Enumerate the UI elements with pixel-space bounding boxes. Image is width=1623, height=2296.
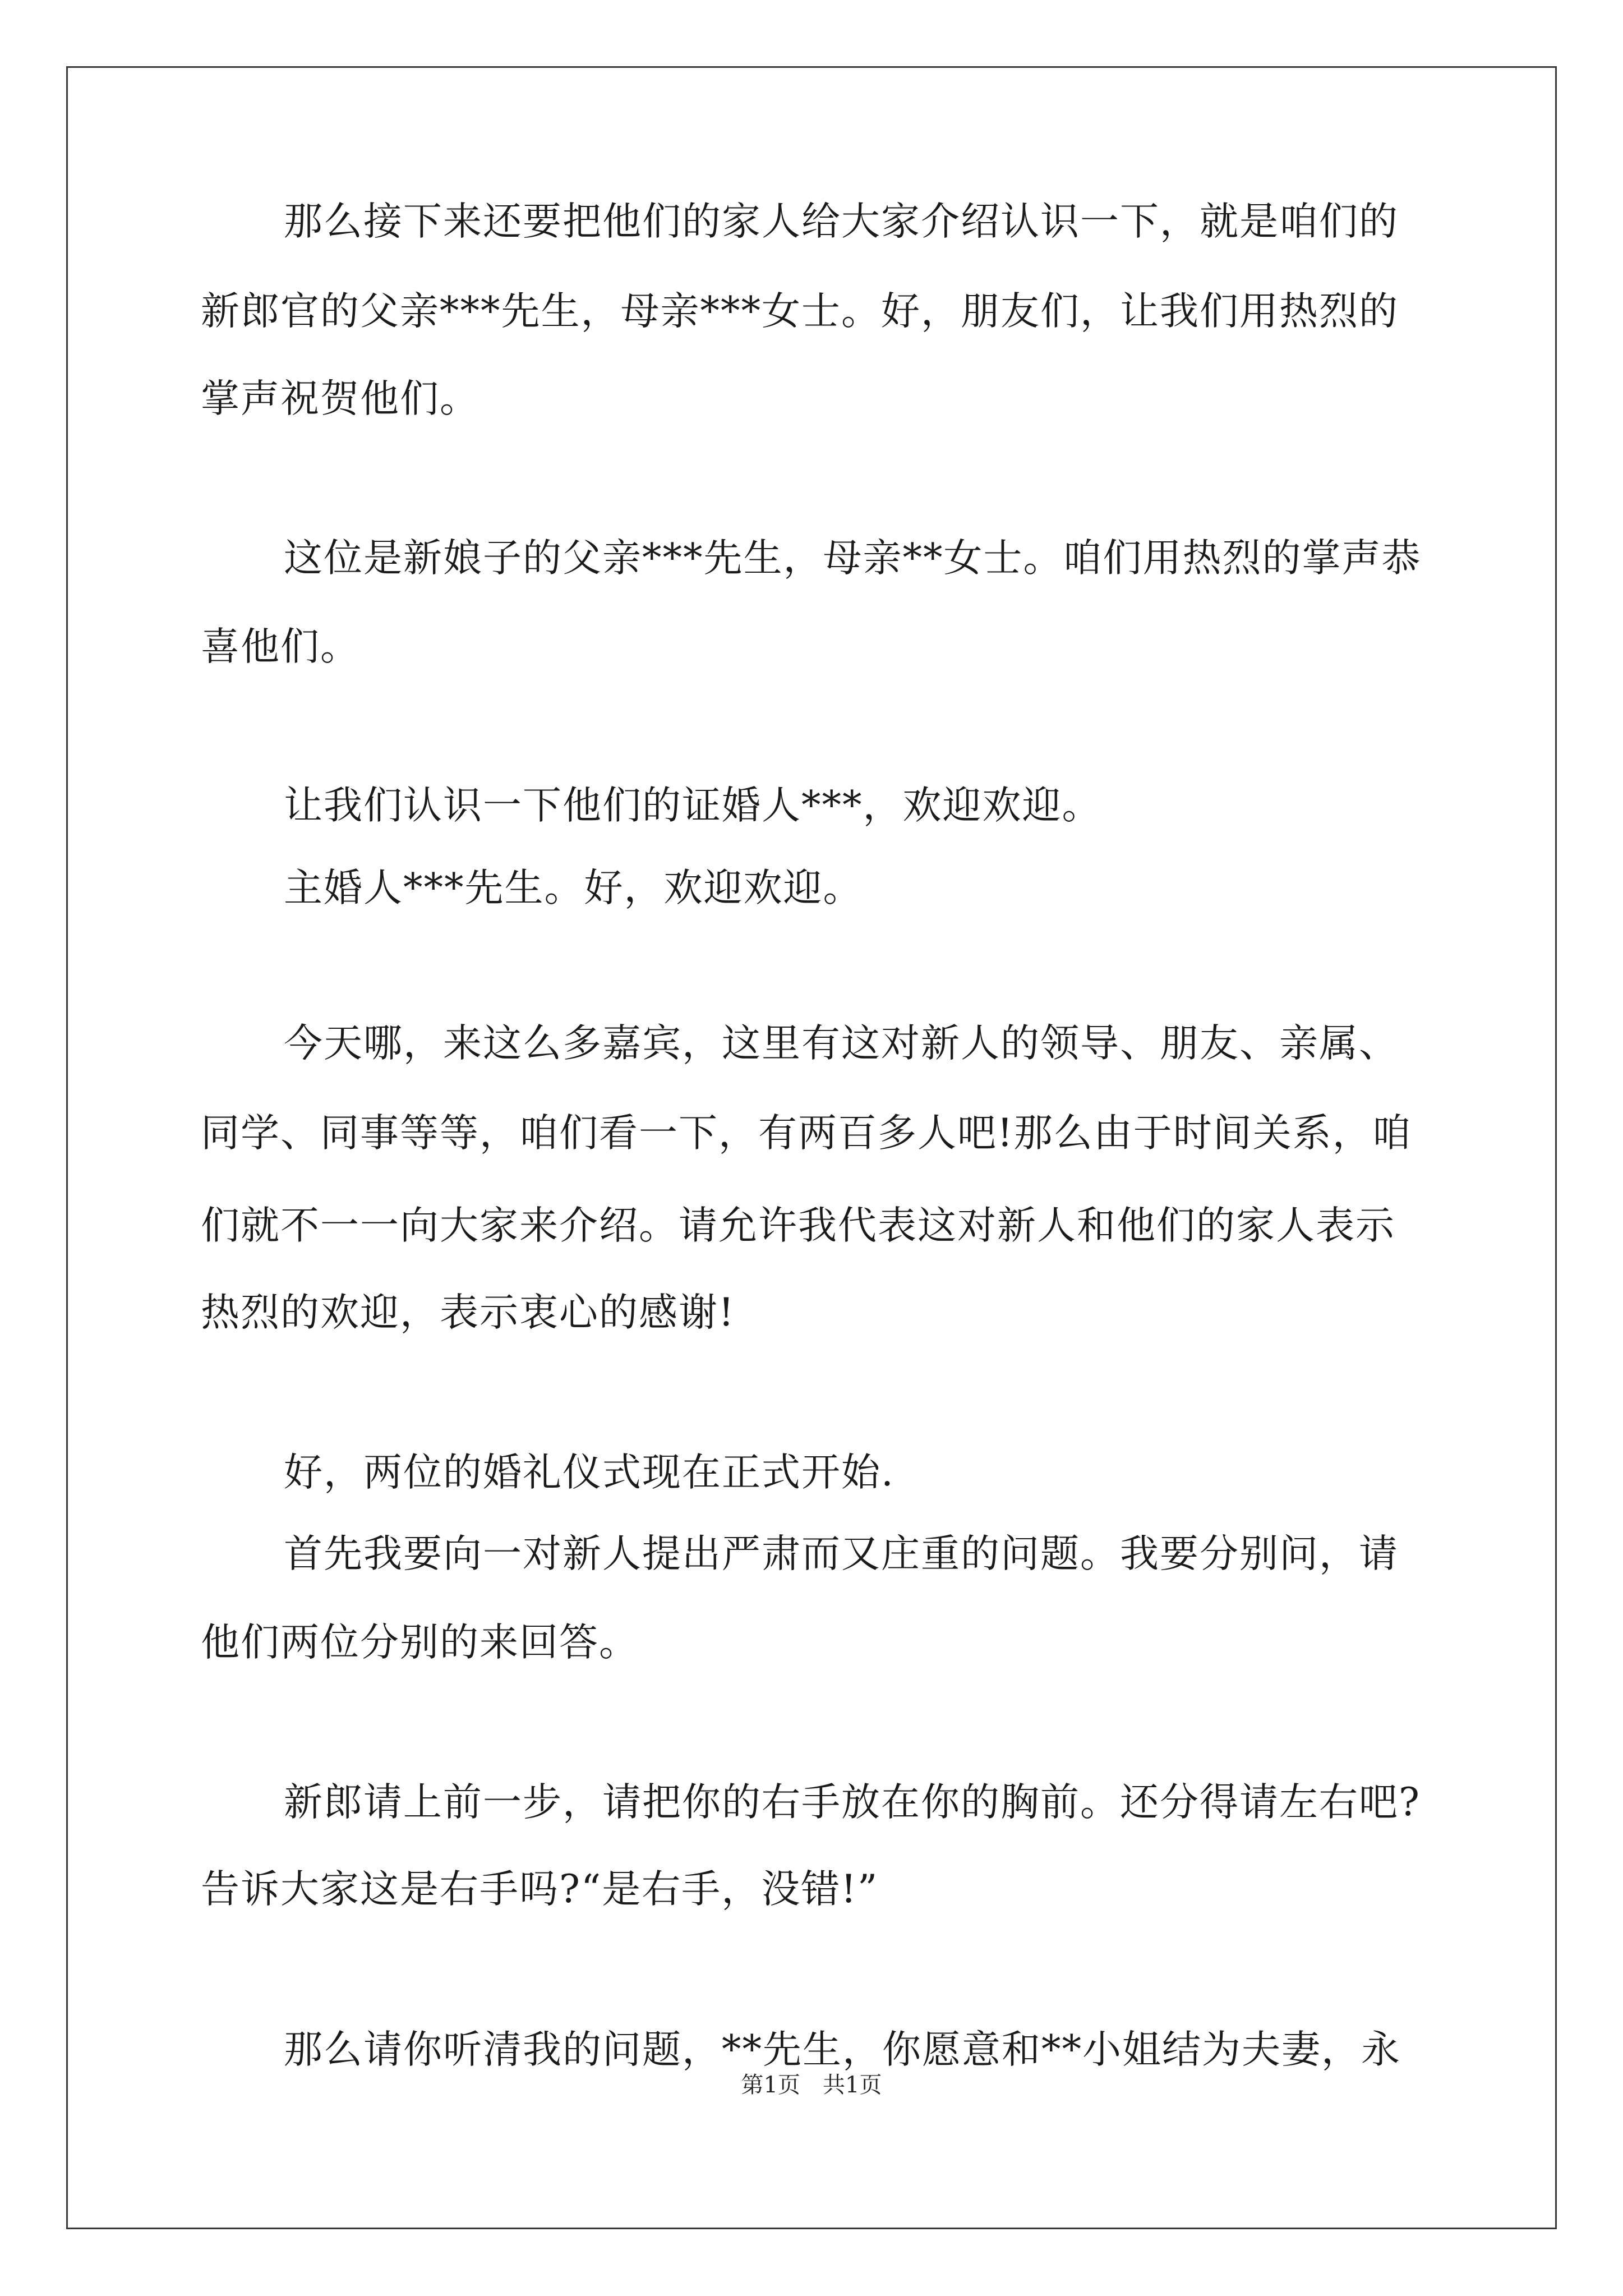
text-line: 新郎官的父亲***先生，母亲***女士。好，朋友们，让我们用热烈的 — [201, 289, 1399, 334]
text-line: 今天哪，来这么多嘉宾，这里有这对新人的领导、朋友、亲属、 — [284, 1021, 1399, 1066]
text-line: 那么接下来还要把他们的家人给大家介绍认识一下，就是咱们的 — [284, 199, 1399, 244]
text-line: 首先我要向一对新人提出严肃而又庄重的问题。我要分别问，请 — [284, 1531, 1399, 1576]
page-number: 第1页 — [741, 2072, 800, 2098]
page-footer — [0, 2071, 1623, 2099]
text-line: 喜他们。 — [201, 624, 360, 669]
text-line: 好，两位的婚礼仪式现在正式开始. — [284, 1450, 895, 1495]
text-line: 掌声祝贺他们。 — [201, 376, 479, 421]
text-line: 让我们认识一下他们的证婚人***，欢迎欢迎。 — [284, 783, 1102, 828]
text-line: 热烈的欢迎，表示衷心的感谢! — [201, 1290, 735, 1335]
text-line: 主婚人***先生。好，欢迎欢迎。 — [284, 866, 863, 910]
text-line: 新郎请上前一步，请把你的右手放在你的胸前。还分得请左右吧? — [284, 1780, 1421, 1825]
text-line: 们就不一一向大家来介绍。请允许我代表这对新人和他们的家人表示 — [201, 1203, 1395, 1248]
text-line: 那么请你听清我的问题，**先生，你愿意和**小姐结为夫妻，永 — [284, 2027, 1401, 2072]
page-total: 共1页 — [823, 2072, 882, 2098]
text-line: 他们两位分别的来回答。 — [201, 1620, 639, 1665]
text-line: 这位是新娘子的父亲***先生，母亲**女士。咱们用热烈的掌声恭 — [284, 536, 1422, 581]
text-line: 告诉大家这是右手吗?“是右手，没错!” — [201, 1867, 879, 1912]
text-line: 同学、同事等等，咱们看一下，有两百多人吧!那么由于时间关系，咱 — [201, 1111, 1412, 1156]
